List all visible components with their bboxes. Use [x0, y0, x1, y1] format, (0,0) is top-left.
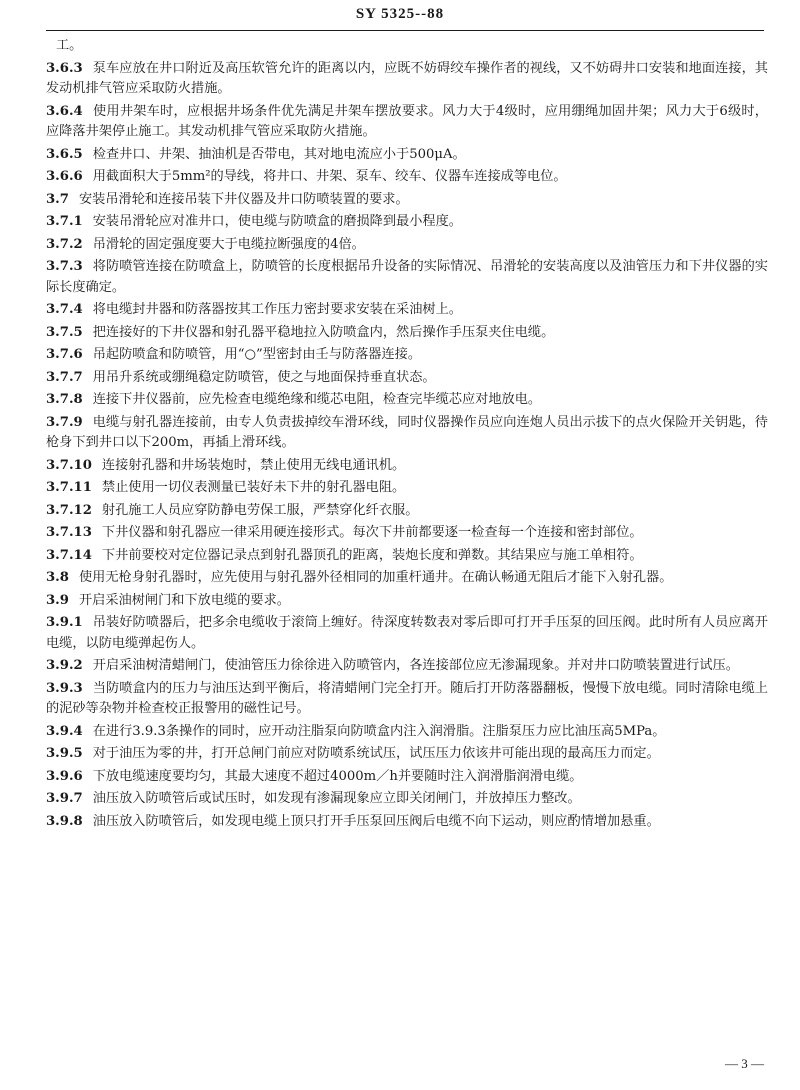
paragraph: 3.7.14 下井前要校对定位器记录点到射孔器顶孔的距离，装炮长度和弹数。其结果应与施工单相符。 [46, 547, 643, 563]
paragraph: 3.9.8 油压放入防喷管后，如发现电缆上顶只打开手压泵回压阀后电缆不向下运动，则应酌情增加悬重。 [46, 813, 660, 829]
section-heading: 3.8 使用无枪身射孔器时，应先使用与射孔器外径相同的加重杆通井。在确认畅通无阻后才能下入射孔器。 [46, 570, 673, 585]
paragraph: 3.7.8 连接下井仪器前，应先检查电缆绝缘和缆芯电阻，检查完毕缆芯应对地放电。 [46, 392, 542, 407]
paragraph: 3.7.6 吊起防喷盒和防喷管，用“○”型密封由壬与防落器连接。 [46, 347, 422, 362]
paragraph: 3.9.4 在进行3.9.3条操作的同时，应开动注脂泵向防喷盒内注入润滑脂。注脂泵压力应比油压高5MPa。 [46, 723, 666, 739]
paragraph: 3.7.10 连接射孔器和井场装炮时，禁止使用无线电通讯机。 [46, 457, 406, 473]
section-heading: 3.7 安装吊滑轮和连接吊装下井仪器及井口防喷装置的要求。 [46, 191, 409, 207]
paragraph: 3.6.5 检查井口、井架、抽油机是否带电，其对地电流应小于500μA。 [46, 146, 466, 162]
paragraph: 3.7.7 用吊升系统或绷绳稳定防喷管，使之与地面保持垂直状态。 [46, 369, 436, 385]
paragraph: 3.6.4 使用井架车时，应根据井场条件优先满足井架车摆放要求。风力大于4级时，应用绷绳加固井架；风力大于6级时，应降落井架停止施工。其发动机排气管应采取防火措施。 [46, 103, 768, 139]
document-body [46, 36, 768, 834]
paragraph: 3.6.6 用截面积大于5mm²的导线，将井口、井架、泵车、绞车、仪器车连接成等电位。 [46, 169, 567, 184]
paragraph: 3.9.7 油压放入防喷管后或试压时，如发现有渗漏现象应立即关闭闸门，并放掉压力整改。 [46, 791, 581, 806]
paragraph: 3.9.6 下放电缆速度要均匀，其最大速度不超过4000m／h并要随时注入润滑脂润滑电缆。 [46, 768, 583, 784]
paragraph: 3.9.5 对于油压为零的井，打开总闸门前应对防喷系统试压，试压压力依该井可能出现的最高压力而定。 [46, 746, 660, 761]
paragraph: 3.7.12 射孔施工人员应穿防静电劳保工服，严禁穿化纤衣服。 [46, 502, 419, 518]
page-number: — 3 — [725, 1056, 764, 1071]
paragraph: 3.7.11 禁止使用一切仪表测量已装好未下井的射孔器电阻。 [46, 480, 406, 495]
header-rule [46, 30, 764, 31]
section-heading: 3.9 开启采油树闸门和下放电缆的要求。 [46, 592, 290, 608]
paragraph: 3.7.4 将电缆封井器和防落器按其工作压力密封要求安装在采油树上。 [46, 302, 462, 317]
paragraph: 3.9.1 吊装好防喷器后，把多余电缆收于滚筒上缠好。待深度转数表对零后即可打开手压泵的回压阀。此时所有人员应离开电缆，以防电缆弹起伤人。 [46, 615, 768, 651]
paragraph: 3.6.3 泵车应放在井口附近及高压软管允许的距离以内，应既不妨碍绞车操作者的视线，又不妨碍井口安装和地面连接，其发动机排气管应采取防火措施。 [46, 60, 768, 96]
standard-code-header: SY 5325--88 [355, 6, 445, 22]
paragraph: 3.7.2 吊滑轮的固定强度要大于电缆拉断强度的4倍。 [46, 236, 365, 252]
paragraph: 3.9.3 当防喷盒内的压力与油压达到平衡后，将清蜡闸门完全打开。随后打开防落器翻板，慢慢下放电缆。同时清除电缆上的泥砂等杂物并检查校正报警用的磁性记号。 [46, 680, 768, 716]
paragraph: 3.7.3 将防喷管连接在防喷盒上，防喷管的长度根据吊升设备的实际情况、吊滑轮的安装高度以及油管压力和下井仪器的实际长度确定。 [46, 259, 768, 295]
paragraph: 3.7.1 安装吊滑轮应对准井口，使电缆与防喷盒的磨损降到最小程度。 [46, 214, 462, 229]
paragraph: 3.7.5 把连接好的下井仪器和射孔器平稳地拉入防喷盒内，然后操作手压泵夹住电缆。 [46, 324, 555, 340]
paragraph: 3.7.13 下井仪器和射孔器应一律采用硬连接形式。每次下井前都要逐一检查每一个连接和密封部位。 [46, 525, 643, 540]
paragraph: 3.9.2 开启采油树清蜡闸门，使油管压力徐徐进入防喷管内，各连接部位应无渗漏现象。并对井口防喷装置进行试压。 [46, 658, 739, 673]
paragraph: 工。 [56, 38, 83, 53]
paragraph: 3.7.9 电缆与射孔器连接前，由专人负责拔掉绞车滑环线，同时仪器操作员应向连炮人员出示拔下的点火保险开关钥匙，待枪身下到井口以下200m，再插上滑环线。 [46, 414, 768, 450]
